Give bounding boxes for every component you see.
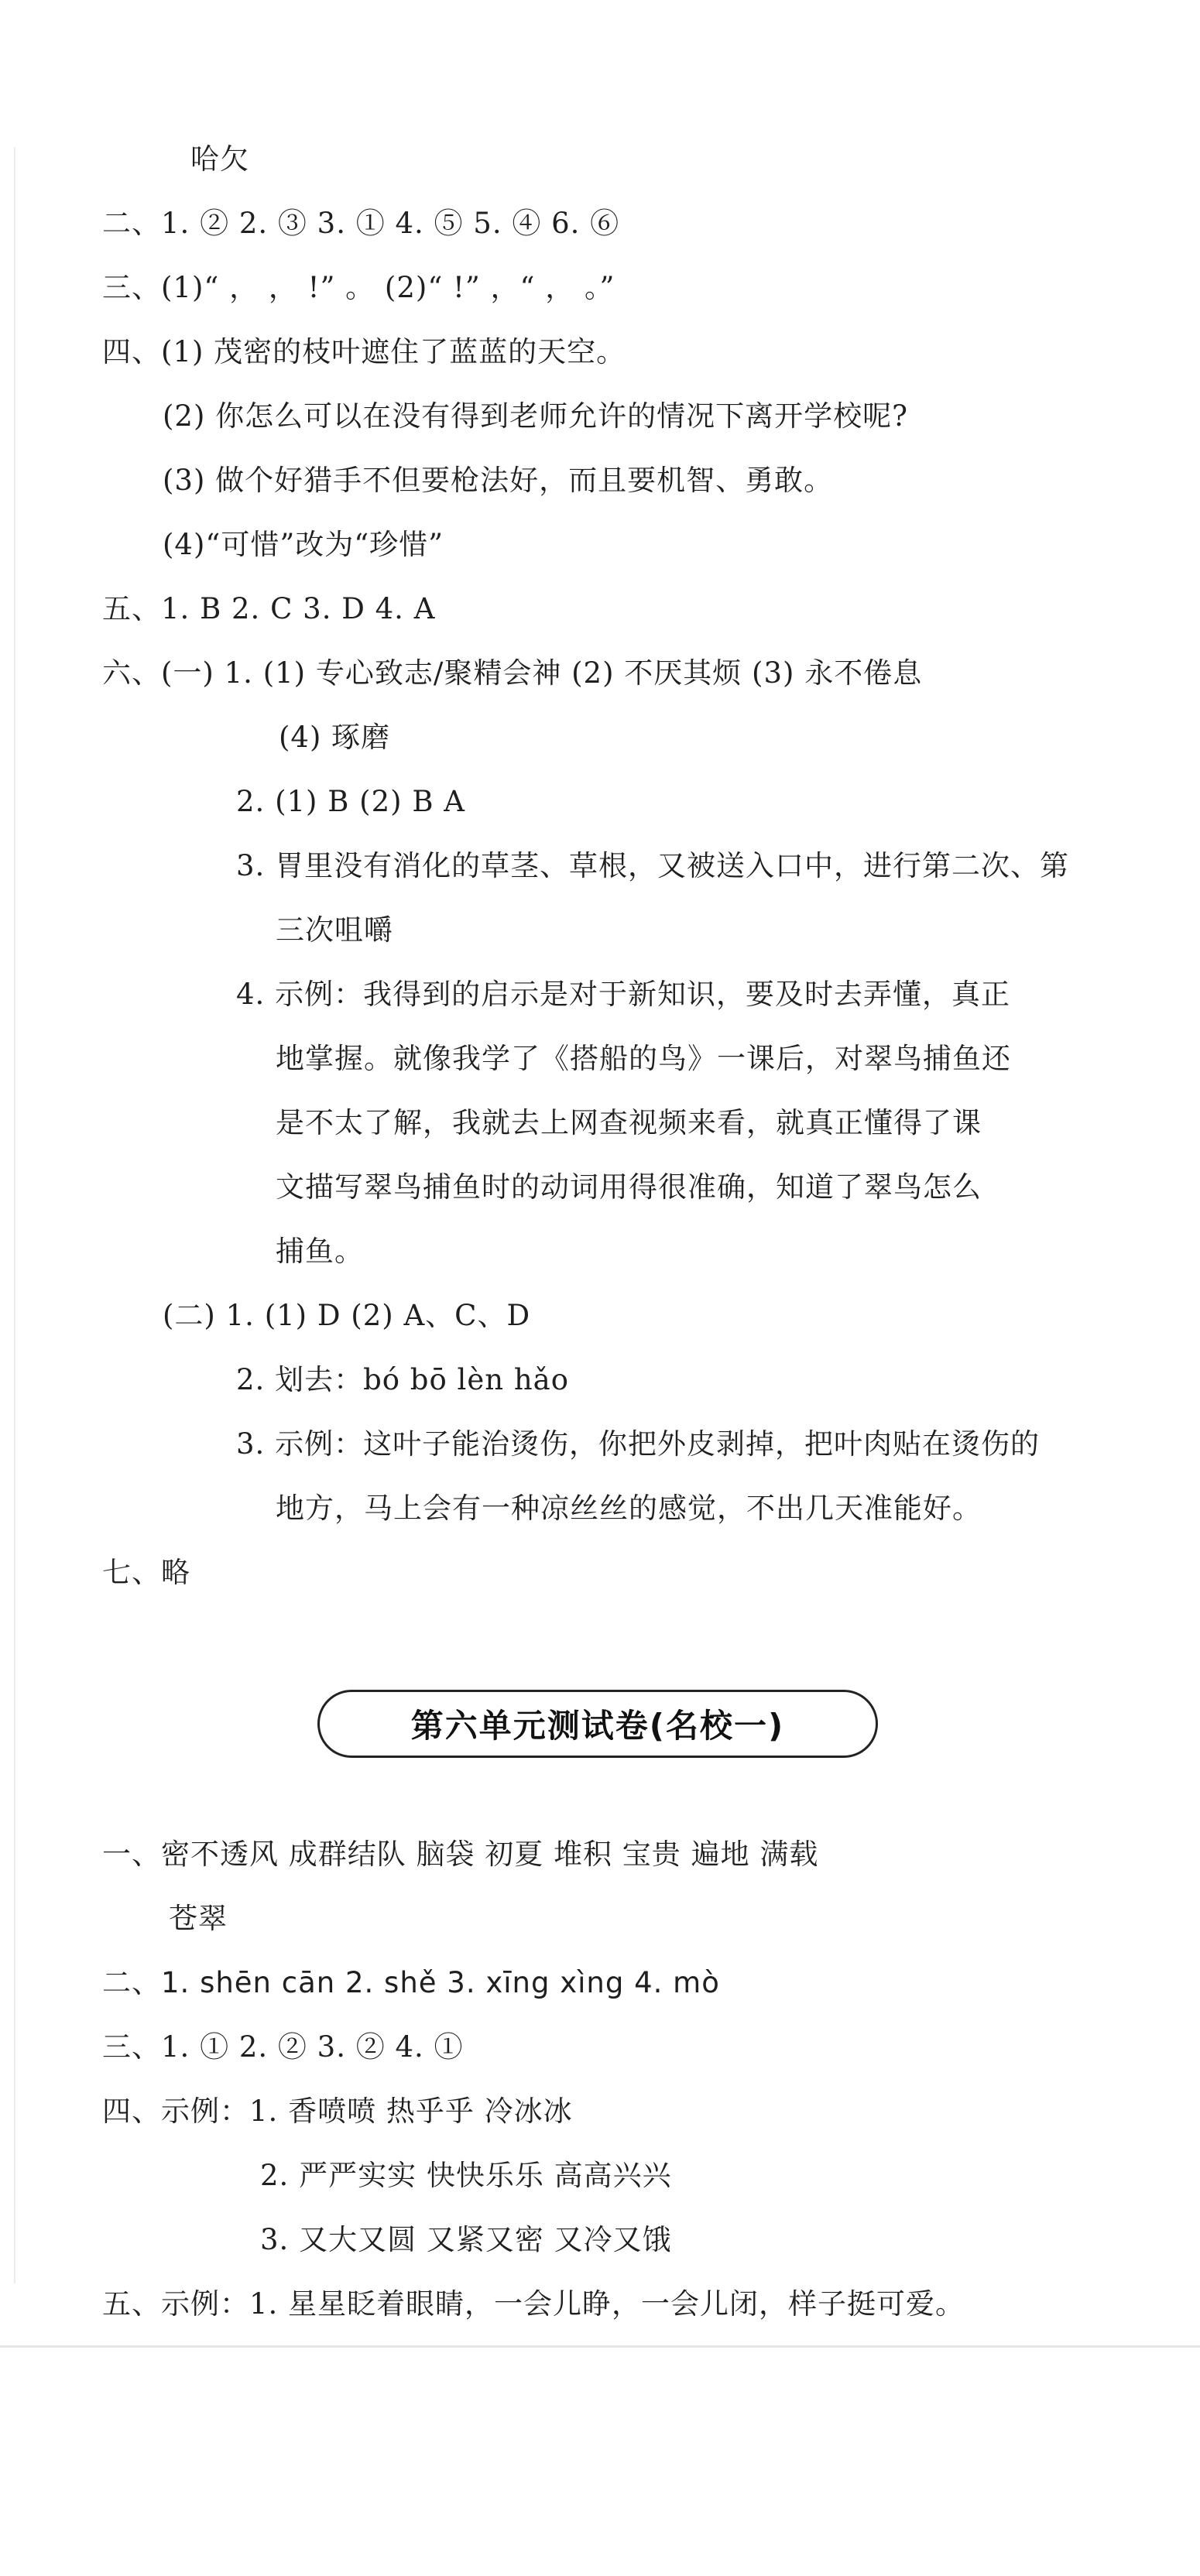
answer-line: 地掌握。就像我学了《搭船的鸟》一课后，对翠鸟捕鱼还	[276, 1042, 1011, 1075]
answer-line: 是不太了解，我就去上网查视频来看，就真正懂得了课	[276, 1106, 982, 1139]
answer-line: (3) 做个好猎手不但要枪法好，而且要机智、勇敢。	[163, 464, 834, 497]
answer-line: 二、1. ② 2. ③ 3. ① 4. ⑤ 5. ④ 6. ⑥	[102, 207, 620, 240]
answer-line: 三、1. ① 2. ② 3. ② 4. ①	[102, 2030, 464, 2064]
answer-line: 4. 示例：我得到的启示是对于新知识，要及时去弄懂，真正	[236, 978, 1011, 1011]
answer-line: (4)“可惜”改为“珍惜”	[163, 528, 444, 561]
answer-line: 哈欠	[190, 142, 249, 176]
section-title: 第六单元测试卷(名校一)	[410, 1707, 785, 1745]
answer-line: 捕鱼。	[276, 1235, 364, 1268]
answer-line: 四、(1) 茂密的枝叶遮住了蓝蓝的天空。	[102, 335, 626, 368]
left-margin-rule	[14, 147, 15, 2283]
answer-line: 3. 示例：这叶子能治烫伤，你把外皮剥掉，把叶肉贴在烫伤的	[236, 1427, 1041, 1461]
answer-line: 地方，马上会有一种凉丝丝的感觉，不出几天准能好。	[276, 1492, 982, 1525]
answer-line: 二、1. shēn cān 2. shě 3. xīng xìng 4. mò	[102, 1966, 720, 1999]
answer-line: 七、略	[102, 1556, 190, 1589]
answer-line: 三次咀嚼	[276, 913, 393, 947]
answer-line: (2) 你怎么可以在没有得到老师允许的情况下离开学校呢?	[163, 399, 909, 433]
answer-line: 2. (1) B (2) B A	[236, 785, 466, 818]
section-title-box	[317, 1690, 878, 1758]
answer-line: 一、密不透风 成群结队 脑袋 初夏 堆积 宝贵 遍地 满载	[102, 1838, 819, 1871]
answer-line: 五、示例：1. 星星眨着眼睛，一会儿睁，一会儿闭，样子挺可爱。	[102, 2287, 965, 2321]
bottom-rule	[0, 2345, 1200, 2348]
answer-line: 3. 胃里没有消化的草茎、草根，又被送入口中，进行第二次、第	[236, 849, 1070, 882]
answer-line: 五、1. B 2. C 3. D 4. A	[102, 592, 436, 625]
answer-line: 2. 严严实实 快快乐乐 高高兴兴	[260, 2159, 672, 2192]
answer-line: 四、示例：1. 香喷喷 热乎乎 冷冰冰	[102, 2095, 573, 2128]
answer-line: (4) 琢磨	[279, 721, 391, 754]
answer-line: 文描写翠鸟捕鱼时的动词用得很准确，知道了翠鸟怎么	[276, 1170, 982, 1204]
answer-line: 3. 又大又圆 又紧又密 又冷又饿	[260, 2223, 672, 2256]
answer-line: 三、(1)“ ， ， !” 。 (2)“ !” ，“ ， 。”	[102, 271, 615, 304]
answer-line: (二) 1. (1) D (2) A、C、D	[163, 1299, 531, 1332]
answer-line: 苍翠	[169, 1902, 228, 1935]
answer-line: 2. 划去：bó bō lèn hǎo	[236, 1363, 569, 1396]
answer-line: 六、(一) 1. (1) 专心致志/聚精会神 (2) 不厌其烦 (3) 永不倦息	[102, 656, 923, 690]
